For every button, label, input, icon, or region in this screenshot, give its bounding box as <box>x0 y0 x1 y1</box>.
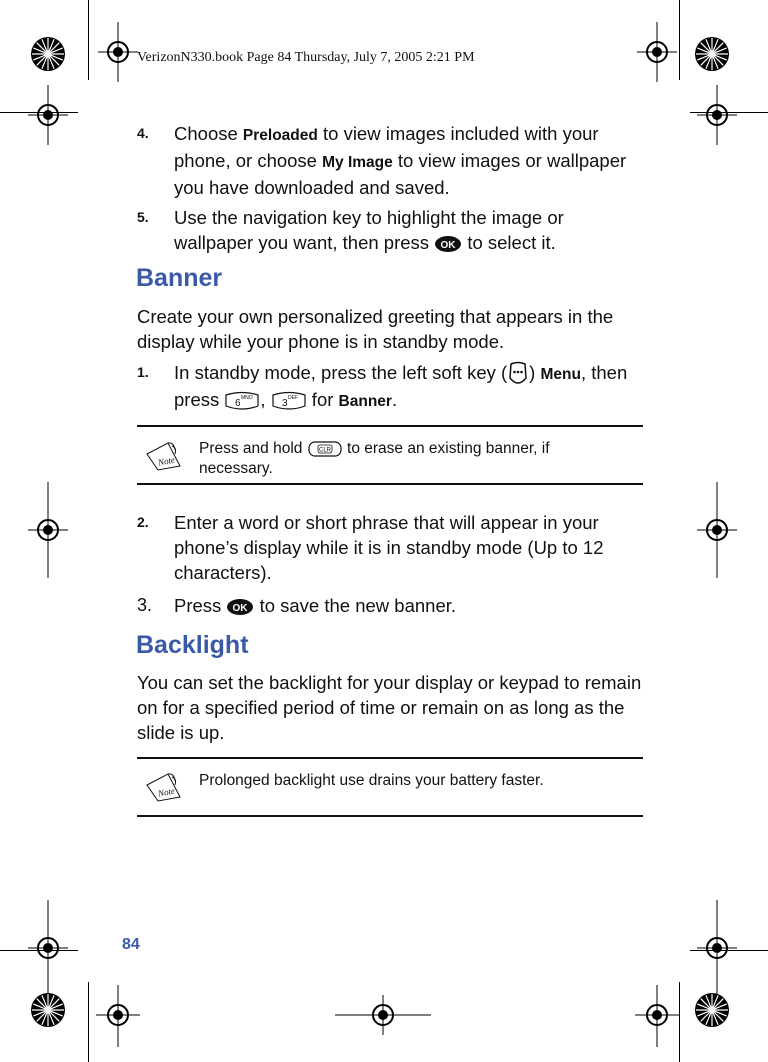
note-erase-banner <box>199 439 619 479</box>
note-rule-top <box>137 757 643 759</box>
section-heading-backlight: Backlight <box>136 631 249 659</box>
key-digit: 3 <box>281 398 288 410</box>
registration-target-icon <box>635 985 679 1047</box>
step-text <box>174 121 647 200</box>
key-3-icon <box>271 390 307 412</box>
key-letters: DEF <box>287 395 298 402</box>
registration-target-icon <box>98 22 138 82</box>
crop-line <box>679 982 680 1062</box>
note-rule-bottom <box>137 483 643 485</box>
text-run: to erase an existing banner, if necessary. <box>199 440 550 477</box>
key-digit: 6 <box>235 398 241 410</box>
registration-target-icon <box>28 900 68 996</box>
key-label: CLR <box>318 447 331 454</box>
banner-step-1 <box>137 360 647 414</box>
registration-target-icon <box>697 85 737 145</box>
registration-target-icon <box>96 985 140 1047</box>
text-run: , <box>260 389 271 411</box>
text-run: Press and hold <box>199 440 307 457</box>
key-letters: MNO <box>241 395 254 402</box>
step-number: 4. <box>137 125 149 141</box>
crop-line <box>679 0 680 80</box>
clr-key-icon <box>307 440 343 458</box>
registration-target-icon <box>697 482 737 578</box>
registration-target-icon <box>637 22 677 82</box>
text-run: Choose <box>174 123 243 144</box>
registration-target-icon <box>335 995 431 1035</box>
banner-step-2 <box>137 510 647 585</box>
text-run: . <box>391 389 398 411</box>
keyword-banner: Banner <box>338 393 392 411</box>
text-run: In standby mode, press the left soft key ( <box>174 362 508 383</box>
starburst-mark-icon <box>694 36 730 72</box>
key-label: OK <box>440 240 456 252</box>
step-5 <box>137 205 647 255</box>
text-run: for <box>306 389 339 411</box>
crop-line <box>88 0 89 80</box>
registration-target-icon <box>28 85 68 145</box>
step-number: 5. <box>137 209 149 225</box>
keyword-menu: Menu <box>540 366 581 383</box>
page-number: 84 <box>122 936 140 953</box>
key-label: OK <box>232 603 248 615</box>
keyword-preloaded: Preloaded <box>242 127 318 144</box>
registration-target-icon <box>697 900 737 996</box>
text-run: to select it. <box>462 232 556 253</box>
ok-key-icon <box>434 235 462 253</box>
text-run: Press <box>174 595 227 616</box>
step-text <box>174 205 647 255</box>
key-6-icon <box>224 390 260 412</box>
step-text <box>174 360 647 414</box>
text-run: to view images included with your phone, or choose <box>174 123 599 171</box>
banner-step-3 <box>137 593 647 618</box>
note-backlight-battery: Prolonged backlight use drains your battery faster. <box>199 772 544 789</box>
text-run: , then press <box>174 362 628 411</box>
left-soft-key-icon <box>507 361 529 387</box>
text-run: to view images or wallpaper you have downloaded and saved. <box>174 150 627 198</box>
note-rule-bottom <box>137 815 643 817</box>
starburst-mark-icon <box>694 992 730 1028</box>
step-text <box>174 593 647 618</box>
starburst-mark-icon <box>30 36 66 72</box>
text-run: Use the navigation key to highlight the image or wallpaper you want, then press <box>174 207 564 253</box>
note-icon <box>144 440 186 472</box>
keyword-my-image: My Image <box>322 154 393 171</box>
print-header: VerizonN330.book Page 84 Thursday, July 7, 2005 2:21 PM <box>137 50 475 65</box>
note-rule-top <box>137 425 643 427</box>
registration-target-icon <box>28 482 68 578</box>
step-number: 2. <box>137 514 149 530</box>
step-text: Enter a word or short phrase that will appear in your phone’s display while it is in standby mode (Up to 12 characters). <box>174 512 604 583</box>
starburst-mark-icon <box>30 992 66 1028</box>
note-icon <box>144 771 186 803</box>
crop-line <box>88 982 89 1062</box>
text-run: to save the new banner. <box>254 595 457 616</box>
step-4 <box>137 121 647 200</box>
step-number: 1. <box>137 364 149 380</box>
note-label: Note <box>157 785 176 799</box>
text-run: ) <box>529 362 541 383</box>
backlight-intro: You can set the backlight for your display or keypad to remain on for a specified period of time or remain on as long as the slide is up. <box>137 672 642 743</box>
section-heading-banner: Banner <box>136 264 223 292</box>
banner-intro: Create your own personalized greeting that appears in the display while your phone is in standby mode. <box>137 306 614 352</box>
ok-key-icon <box>226 598 254 616</box>
note-label: Note <box>157 454 176 468</box>
step-number: 3. <box>137 595 153 615</box>
